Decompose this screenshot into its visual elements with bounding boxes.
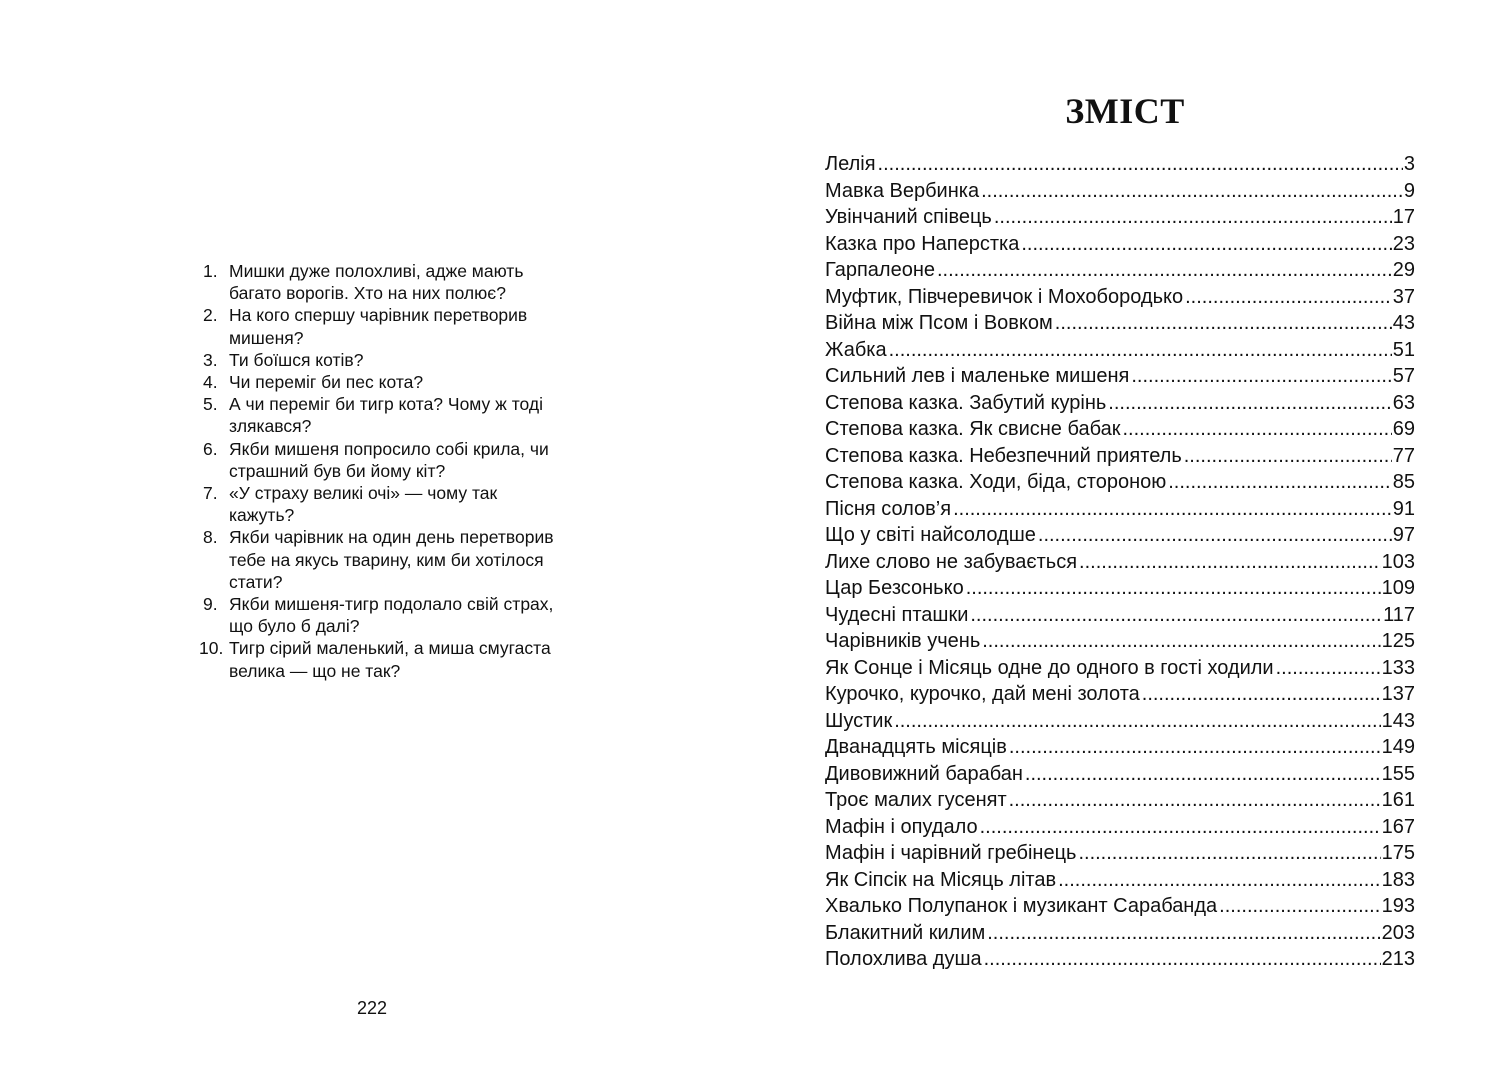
toc-title: ЗМІСТ	[1065, 91, 1185, 131]
toc-entry-title: Казка про Наперстка	[825, 232, 1020, 255]
table-of-contents	[825, 151, 1415, 973]
toc-entry-title: Степова казка. Ходи, біда, стороною	[825, 471, 1167, 493]
toc-entry-page: 167	[1381, 815, 1415, 838]
question-text: Тигр сірий маленький, а миша смугаста велика — що не так?	[229, 638, 551, 681]
toc-dot-leader	[1055, 310, 1392, 337]
toc-entry	[825, 284, 1415, 311]
toc-entry-page: 77	[1392, 444, 1415, 467]
toc-entry	[825, 363, 1415, 390]
toc-entry	[825, 708, 1415, 735]
toc-entry-title: Гарпалеоне	[825, 259, 935, 281]
question-text: На кого спершу чарівник перетворив мишеня?	[229, 305, 528, 348]
toc-entry	[825, 310, 1415, 337]
toc-entry	[825, 602, 1415, 629]
toc-dot-leader	[1131, 363, 1391, 390]
toc-entry-title: Дивовижний барабан	[825, 762, 1023, 785]
toc-entry-title: Лелія	[825, 153, 876, 175]
toc-entry	[825, 337, 1415, 364]
toc-entry-title: Степова казка. Як свисне бабак	[825, 418, 1121, 440]
toc-entry-title: Що у світі найсолодше	[825, 524, 1036, 546]
toc-dot-leader	[984, 946, 1381, 973]
toc-dot-leader	[987, 920, 1380, 947]
question-text: «У страху великі очі» — чому так кажуть?	[229, 483, 498, 526]
question-item	[203, 526, 563, 593]
toc-dot-leader	[1276, 655, 1381, 682]
toc-dot-leader	[937, 257, 1392, 284]
toc-entry-page: 63	[1392, 391, 1415, 414]
toc-entry-title: Чарівників учень	[825, 630, 981, 652]
toc-dot-leader	[981, 178, 1403, 205]
toc-entry-page: 125	[1381, 630, 1415, 652]
toc-entry	[825, 920, 1415, 947]
toc-entry-page: 85	[1392, 471, 1415, 493]
toc-entry-page: 3	[1403, 153, 1415, 175]
toc-dot-leader	[970, 602, 1382, 629]
question-number: 3.	[203, 349, 218, 370]
toc-entry-title: Як Сонце і Місяць одне до одного в гості ходили	[825, 656, 1274, 679]
toc-entry	[825, 681, 1415, 708]
toc-entry	[825, 628, 1415, 655]
toc-entry-page: 109	[1381, 577, 1415, 599]
question-item	[203, 371, 563, 393]
toc-dot-leader	[1058, 867, 1381, 894]
toc-dot-leader	[1038, 522, 1392, 549]
toc-dot-leader	[889, 337, 1392, 364]
toc-entry	[825, 231, 1415, 258]
toc-entry-page: 183	[1381, 868, 1415, 891]
toc-entry	[825, 893, 1415, 920]
question-number: 6.	[203, 438, 218, 459]
toc-entry	[825, 390, 1415, 417]
toc-entry	[825, 469, 1415, 496]
toc-entry	[825, 814, 1415, 841]
toc-entry	[825, 787, 1415, 814]
toc-entry-page: 117	[1383, 603, 1415, 626]
toc-entry-page: 9	[1403, 179, 1415, 202]
toc-dot-leader	[1219, 893, 1380, 920]
toc-entry-title: Степова казка. Небезпечний приятель	[825, 444, 1182, 467]
toc-dot-leader	[994, 204, 1392, 231]
toc-entry-page: 155	[1381, 762, 1415, 785]
toc-entry-title: Блакитний килим	[825, 921, 986, 944]
toc-entry-page: 69	[1392, 418, 1415, 440]
toc-entry-title: Пісня солов’я	[825, 497, 952, 520]
toc-entry-title: Троє малих гусенят	[825, 789, 1007, 811]
toc-entry-title: Полохлива душа	[825, 948, 982, 970]
toc-entry-page: 143	[1381, 709, 1415, 732]
toc-dot-leader	[1009, 787, 1381, 814]
question-item	[203, 304, 563, 348]
toc-entry-title: Мафін і чарівний гребінець	[825, 842, 1077, 864]
question-item	[203, 393, 563, 437]
question-number: 9.	[203, 594, 218, 615]
toc-entry	[825, 151, 1415, 178]
right-page	[750, 0, 1500, 1069]
toc-entry-title: Шустик	[825, 709, 893, 732]
question-number: 7.	[203, 483, 218, 504]
question-number: 1.	[203, 261, 218, 281]
question-number: 4.	[203, 372, 218, 393]
question-text: Якби мишеня-тигр подолало свій страх, що було б далі?	[229, 594, 554, 637]
toc-entry-page: 137	[1381, 683, 1415, 705]
toc-entry-page: 203	[1381, 921, 1415, 944]
toc-entry-title: Як Сіпсік на Місяць літав	[825, 868, 1057, 891]
questions-list	[199, 260, 563, 682]
question-text: Якби чарівник на один день перетворив тебе на якусь тварину, ким би хотілося стати?	[229, 527, 554, 592]
toc-entry	[825, 655, 1415, 682]
question-text: Чи переміг би пес кота?	[229, 372, 424, 393]
toc-dot-leader	[1079, 549, 1381, 576]
question-item	[203, 482, 563, 526]
toc-entry-title: Курочко, курочко, дай мені золота	[825, 683, 1140, 705]
toc-entry-page: 97	[1392, 524, 1415, 546]
toc-entry-title: Дванадцять місяців	[825, 736, 1007, 758]
question-item	[203, 260, 563, 304]
toc-entry-title: Увінчаний співець	[825, 206, 992, 228]
toc-dot-leader	[1009, 734, 1381, 761]
toc-entry	[825, 204, 1415, 231]
toc-entry	[825, 257, 1415, 284]
toc-entry	[825, 946, 1415, 973]
toc-dot-leader	[1168, 469, 1392, 496]
toc-dot-leader	[878, 151, 1403, 178]
toc-entry-page: 193	[1381, 895, 1415, 917]
question-number: 5.	[203, 394, 218, 415]
toc-entry	[825, 178, 1415, 205]
toc-dot-leader	[894, 708, 1380, 735]
toc-entry-title: Сильний лев і маленьке мишеня	[825, 365, 1130, 387]
toc-entry-page: 149	[1381, 736, 1415, 758]
question-text: Якби мишеня попросило собі крила, чи страшний був би йому кіт?	[229, 438, 549, 481]
toc-entry-page: 51	[1392, 338, 1415, 361]
toc-entry	[825, 522, 1415, 549]
toc-entry-page: 23	[1392, 232, 1415, 255]
question-item	[199, 637, 563, 681]
toc-entry-title: Муфтик, Півчеревичок і Мохобородько	[825, 285, 1184, 308]
toc-entry-page: 161	[1381, 789, 1415, 811]
toc-entry-page: 17	[1392, 206, 1415, 228]
toc-entry-title: Мафін і опудало	[825, 815, 978, 838]
toc-dot-leader	[982, 628, 1380, 655]
toc-entry-title: Чудесні пташки	[825, 603, 969, 626]
question-number: 10.	[199, 638, 224, 659]
toc-entry-title: Степова казка. Забутий курінь	[825, 391, 1107, 414]
toc-dot-leader	[980, 814, 1381, 841]
question-item	[203, 438, 563, 482]
toc-entry-title: Жабка	[825, 338, 887, 361]
toc-entry-title: Цар Безсонько	[825, 577, 964, 599]
question-number: 8.	[203, 527, 218, 548]
question-text: А чи переміг би тигр кота? Чому ж тоді злякався?	[229, 394, 543, 437]
question-number: 2.	[203, 305, 218, 326]
toc-entry-page: 57	[1392, 365, 1415, 387]
toc-dot-leader	[1108, 390, 1391, 417]
toc-entry-page: 91	[1392, 497, 1415, 520]
toc-dot-leader	[1185, 284, 1392, 311]
toc-dot-leader	[1025, 761, 1381, 788]
toc-entry-page: 133	[1381, 656, 1415, 679]
toc-dot-leader	[1078, 840, 1380, 867]
toc-entry-page: 37	[1392, 285, 1415, 308]
toc-entry	[825, 575, 1415, 602]
page-number: 222	[357, 998, 388, 1018]
toc-entry	[825, 549, 1415, 576]
toc-entry-title: Війна між Псом і Вовком	[825, 312, 1053, 334]
toc-dot-leader	[966, 575, 1381, 602]
toc-entry-page: 43	[1392, 312, 1415, 334]
toc-entry	[825, 840, 1415, 867]
toc-entry	[825, 496, 1415, 523]
question-text: Мишки дуже полохливі, адже мають багато ворогів. Хто на них полює?	[229, 261, 524, 304]
toc-dot-leader	[1021, 231, 1391, 258]
toc-dot-leader	[1122, 416, 1391, 443]
toc-entry-page: 213	[1381, 948, 1415, 970]
toc-entry-title: Мавка Вербинка	[825, 179, 980, 202]
toc-dot-leader	[1184, 443, 1392, 470]
toc-entry-page: 103	[1381, 550, 1415, 573]
question-item	[203, 593, 563, 637]
toc-entry-title: Лихе слово не забувається	[825, 550, 1078, 573]
toc-dot-leader	[1142, 681, 1381, 708]
toc-entry	[825, 867, 1415, 894]
toc-entry-page: 29	[1392, 259, 1415, 281]
toc-dot-leader	[953, 496, 1392, 523]
toc-entry	[825, 734, 1415, 761]
question-text: Ти боїшся котів?	[229, 349, 364, 370]
toc-entry	[825, 443, 1415, 470]
toc-entry-page: 175	[1381, 842, 1415, 864]
question-item	[203, 349, 563, 371]
toc-entry-title: Хвалько Полупанок і музикант Сарабанда	[825, 895, 1218, 917]
toc-entry	[825, 416, 1415, 443]
toc-entry	[825, 761, 1415, 788]
